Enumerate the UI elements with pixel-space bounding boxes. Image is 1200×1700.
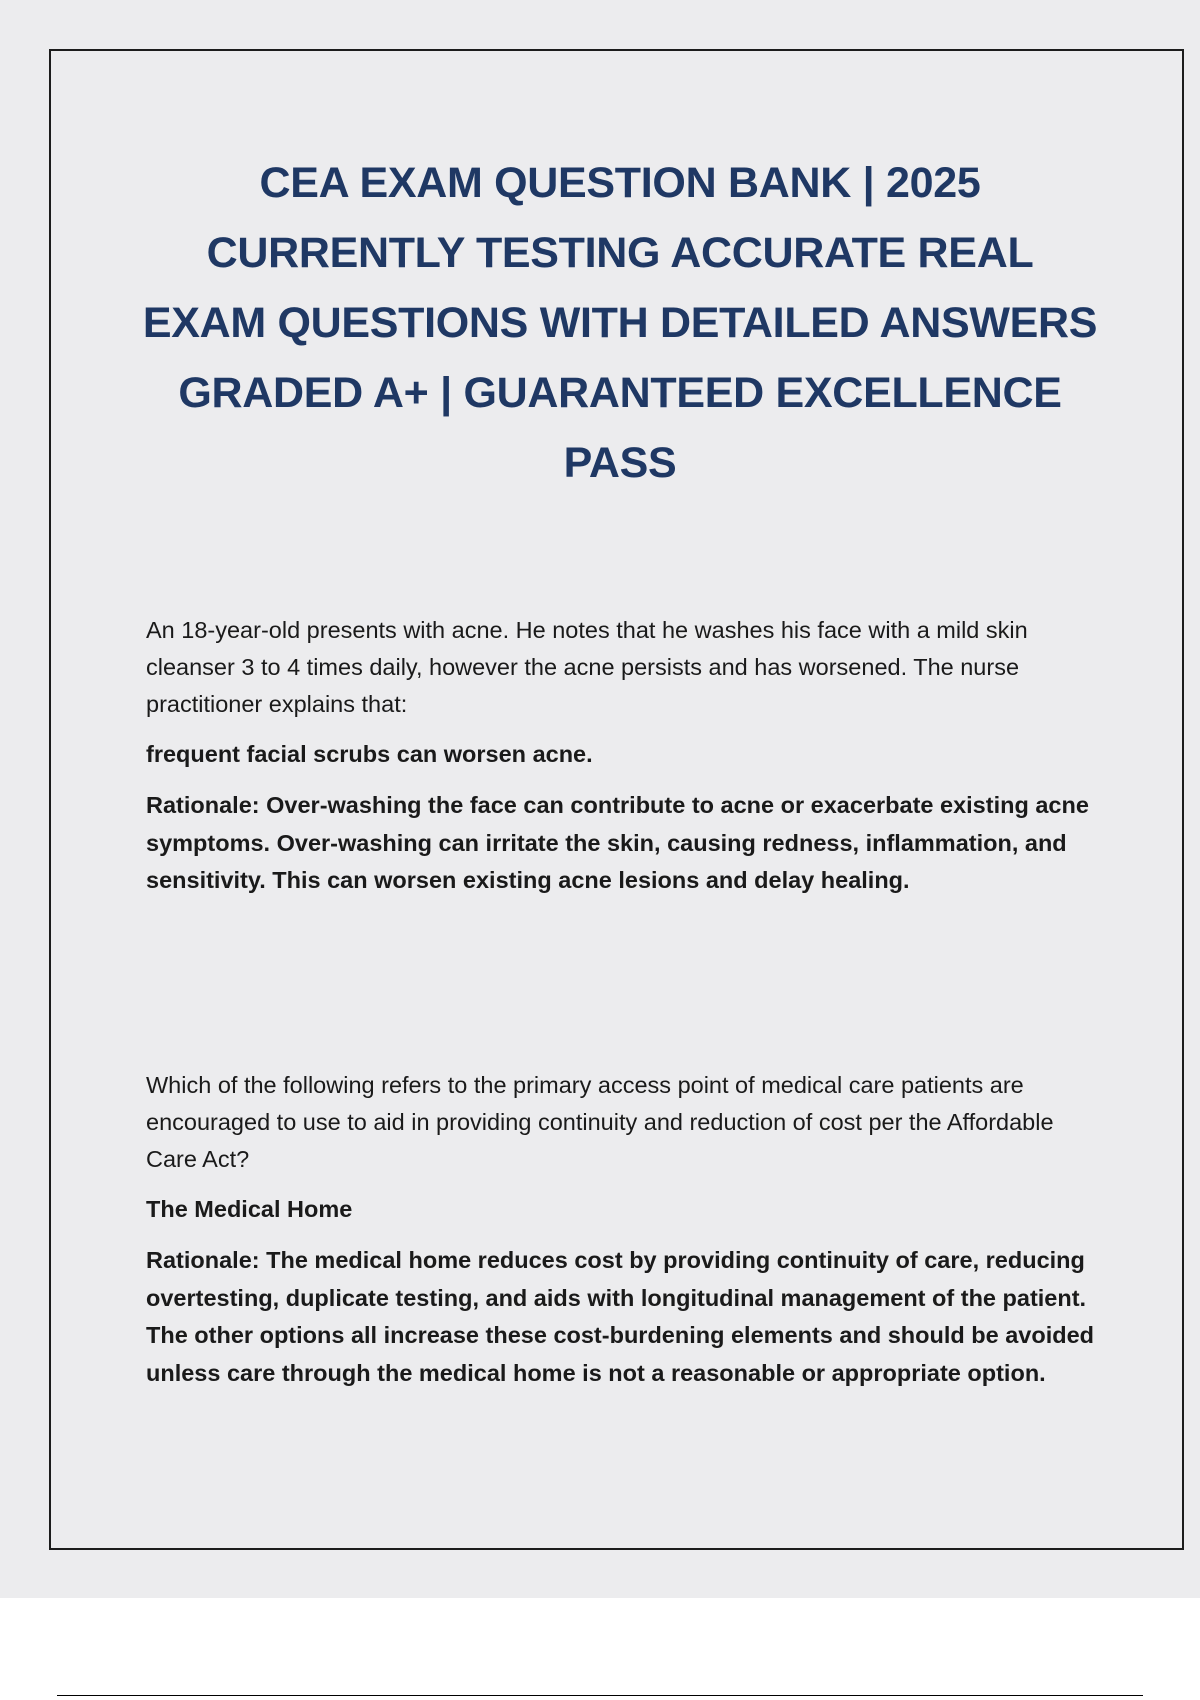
question-text-1: An 18-year-old presents with acne. He notes that he washes his face with a mild skin cleanser 3 to 4 times daily, however the acne persists and has worsened. The nurse practitioner explains that: [146, 617, 1028, 717]
question-block-2 [146, 1067, 1096, 1392]
rationale-text-1: Rationale: Over-washing the face can contribute to acne or exacerbate existing acne symptoms. Over-washing can irritate the skin, causing redness, inflammation, and sensitivity. This can worsen existing acne lesions and delay healing. [146, 792, 1089, 893]
rationale-text-2: Rationale: The medical home reduces cost by providing continuity of care, reducing overtesting, duplicate testing, and aids with longitudinal management of the patient. The other options all increase these cost-burdening elements and should be avoided unless care through the medical home is not a reasonable or appropriate option. [146, 1247, 1095, 1386]
footer-divider [57, 1695, 1143, 1696]
answer-text-1: frequent facial scrubs can worsen acne. [146, 741, 593, 767]
question-text-2: Which of the following refers to the primary access point of medical care patients are encouraged to use to aid in providing continuity and reduction of cost per the Affordable Care Act? [146, 1072, 1054, 1172]
document-title: CEA EXAM QUESTION BANK | 2025 CURRENTLY TESTING ACCURATE REAL EXAM QUESTIONS WITH DETAILED ANSWERS GRADED A+ | GUARANTEED EXCELLENCE PASS [142, 159, 1098, 487]
question-block-1 [146, 612, 1096, 900]
answer-text-2: The Medical Home [146, 1196, 353, 1222]
